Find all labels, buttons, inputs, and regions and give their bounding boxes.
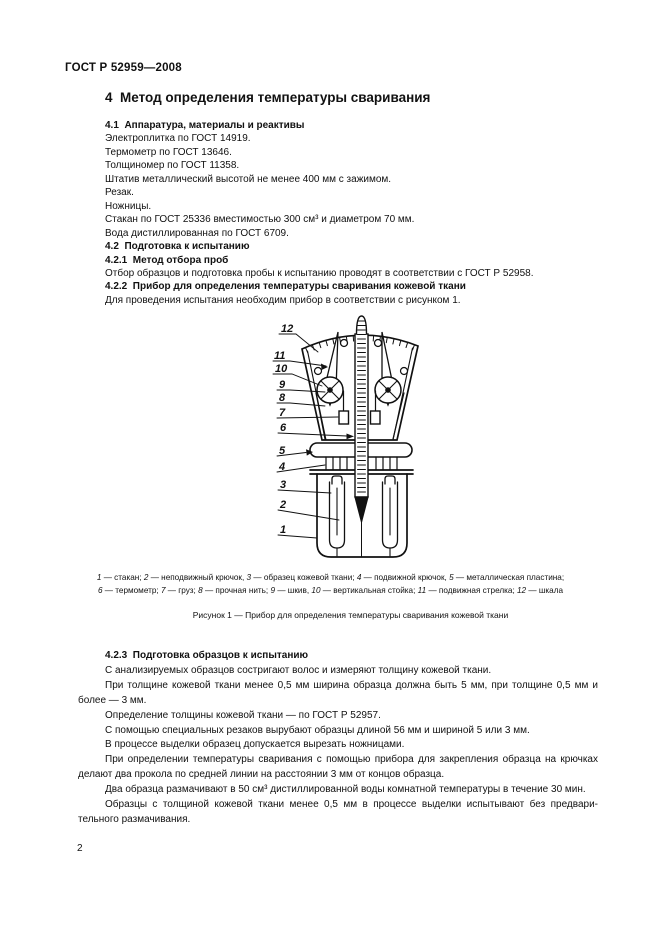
legend-item-text: — металлическая пластина; — [453, 573, 565, 582]
callout-number: 1 — [280, 524, 287, 536]
callout-number: 12 — [281, 323, 294, 335]
legend-item-number: 5 — [449, 573, 454, 582]
legend-item-text: — стакан; — [101, 573, 144, 582]
callout-number: 5 — [279, 445, 286, 457]
legend-item-text: — неподвижный крючок, — [148, 573, 247, 582]
legend-item-number: 10 — [311, 586, 321, 595]
figure-caption: Рисунок 1 — Прибор для определения температуры сваривания кожевой ткани — [192, 610, 509, 620]
subsection-heading: 4.2.3 Подготовка образцов к испытанию — [105, 650, 309, 661]
subsection-heading: 4.2.1 Метод отбора проб — [105, 254, 229, 266]
legend-item-number: 1 — [96, 573, 102, 582]
paragraph: Для проведения испытания необходим прибор в соответствии с рисунком 1. — [105, 294, 461, 306]
paragraph: Ножницы. — [105, 200, 152, 212]
plate-hole-right — [401, 368, 408, 375]
legend-item-number: 7 — [160, 586, 166, 595]
subsection-heading: 4.2 Подготовка к испытанию — [105, 241, 250, 253]
page-number: 2 — [77, 843, 83, 854]
paragraph: Два образца размачивают в 50 см³ дистиллированной воды комнатной температуры в течение 30 мин. — [105, 784, 586, 796]
legend-item-number: 12 — [517, 586, 527, 595]
callout-number: 3 — [280, 479, 287, 491]
paragraph: При определении температуры сваривания с помощью прибора для закрепления образца на крючках делают два прокола по средней линии на расстоянии 3 мм от концов образца. — [78, 754, 598, 781]
subsection-heading: 4.1 Аппаратура, материалы и реактивы — [105, 120, 305, 131]
thermometer — [355, 316, 368, 557]
figure-apparatus — [268, 313, 438, 563]
figure-legend — [63, 571, 598, 597]
legend-line-2 — [63, 584, 598, 597]
callout-number: 6 — [280, 422, 287, 434]
legend-item-number: 2 — [143, 573, 149, 582]
top-text-block — [78, 119, 598, 307]
legend-item-text: — груз; — [165, 586, 199, 595]
legend-item-text: — образец кожевой ткани; — [251, 573, 357, 582]
paragraph: С анализируемых образцов состригают волос и измеряют толщину кожевой ткани. — [105, 664, 492, 676]
paragraph: Толщиномер по ГОСТ 11358. — [105, 160, 240, 172]
legend-item-number: 8 — [198, 586, 203, 595]
needle-eyelet-left — [341, 340, 348, 347]
paragraph: Термометр по ГОСТ 13646. — [105, 146, 232, 158]
legend-item-number: 4 — [356, 573, 362, 582]
paragraph: Образцы с толщиной кожевой ткани менее 0,5 мм в процессе выделки испытывают без предварительного размачивания. — [78, 799, 598, 825]
paragraph: Резак. — [105, 187, 134, 199]
paragraph: В процессе выделки образец допускается вырезать ножницами. — [105, 739, 405, 751]
legend-item-number: 3 — [246, 573, 252, 582]
legend-item-text: — шкив, — [275, 586, 312, 595]
legend-item-text: — термометр; — [102, 586, 161, 595]
paragraph: С помощью специальных резаков вырубают образцы длиной 56 мм и шириной 5 или 3 мм. — [105, 724, 530, 736]
paragraph: При толщине кожевой ткани менее 0,5 мм ширина образца должна быть 5 мм, при толщине 0,5 мм и более — 3 мм. — [78, 679, 598, 706]
callout-number: 7 — [279, 407, 286, 419]
legend-item-number: 9 — [270, 586, 276, 595]
plate-hole-left — [315, 368, 322, 375]
callout-number: 4 — [279, 461, 286, 473]
paragraph: Электроплитка по ГОСТ 14919. — [105, 133, 251, 145]
legend-item-text: — прочная нить; — [202, 586, 271, 595]
weight-left — [339, 411, 349, 424]
paragraph: Штатив металлический высотой не менее 400 мм с зажимом. — [105, 173, 392, 185]
legend-item-text: — шкала — [526, 586, 564, 595]
paragraph: Вода дистиллированная по ГОСТ 6709. — [105, 227, 289, 239]
thermometer-bulb — [355, 497, 368, 522]
callout-number: 9 — [279, 379, 286, 391]
weight-right — [371, 411, 381, 424]
legend-item-number: 6 — [97, 586, 103, 595]
callout-number: 11 — [274, 350, 286, 362]
document-header: ГОСТ Р 52959—2008 — [65, 62, 182, 74]
legend-item-text: — подвижной крючок, — [361, 573, 450, 582]
paragraph: Отбор образцов и подготовка пробы к испытанию проводят в соответствии с ГОСТ Р 52958. — [105, 267, 534, 279]
legend-item-text: — подвижная стрелка; — [426, 586, 517, 595]
section-title: 4 Метод определения температуры сваривания — [105, 90, 431, 105]
needle-eyelet-right — [375, 340, 382, 347]
legend-line-1 — [63, 571, 598, 584]
callout-number: 10 — [275, 363, 288, 375]
paragraph: Определение толщины кожевой ткани — по ГОСТ Р 52957. — [105, 709, 381, 721]
legend-item-text: — вертикальная стойка; — [320, 586, 418, 595]
callout-number: 2 — [280, 499, 287, 511]
subsection-heading: 4.2.2 Прибор для определения температуры сваривания кожевой ткани — [105, 281, 466, 293]
bottom-text-block — [78, 649, 598, 828]
callout-number: 8 — [279, 392, 286, 404]
legend-item-number: 11 — [417, 586, 427, 595]
paragraph: Стакан по ГОСТ 25336 вместимостью 300 см³ и диаметром 70 мм. — [105, 214, 415, 226]
